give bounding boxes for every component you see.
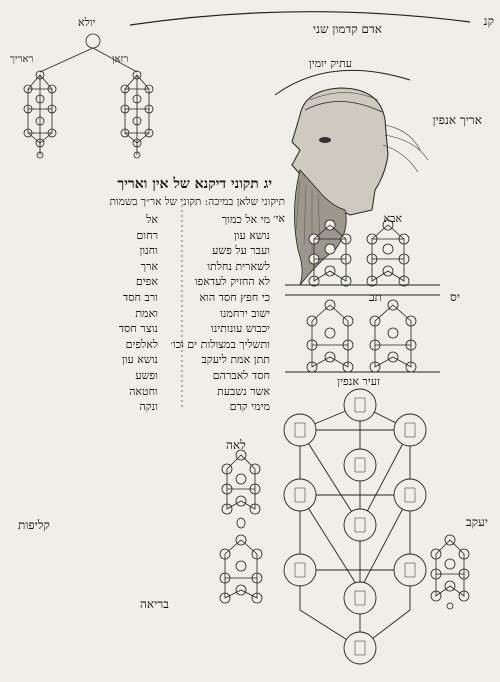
tikkun-text: ועבר על פשע — [212, 244, 270, 258]
tikkun-text: אשר נשבעת — [217, 384, 270, 398]
label-beriah: בריאה — [140, 597, 169, 611]
tikkunim-title: יג תקוני דיקנא של אין ואריך — [117, 176, 272, 192]
tikkun-attribute: רחום — [136, 228, 158, 242]
tikkun-text: תתן אמת ליעקב — [201, 353, 270, 367]
label-arikh: אריך אנפין — [432, 113, 482, 127]
page-number: קנ — [483, 14, 494, 28]
tikkun-text: ותשליך במצולות ים וכו׳ — [170, 337, 270, 351]
heading-adam-kadmon: אדם קדמון שני — [312, 22, 382, 36]
tikkun-attribute: ורב חסד — [122, 291, 158, 304]
upper-left-trees — [24, 34, 153, 158]
tikkun-text: נושא עון — [233, 228, 270, 242]
zeir-anpin-tree — [284, 389, 426, 664]
tikkun-text: יכבוש עונותינו — [210, 322, 270, 336]
tikkun-text: חסד לאברהם — [212, 369, 270, 382]
label-yaakov: יעקב — [465, 515, 488, 529]
label-leah: לאה — [226, 438, 246, 452]
label-kelipot: קליפות — [18, 518, 50, 532]
label-zeir-anpin: זעיר אנפין — [337, 375, 380, 388]
tikkun-text: לשארית נחלתו — [207, 259, 270, 273]
tikkun-text: לא החזיק לעדאפו — [194, 275, 270, 289]
tikkun-attribute: ונקה — [139, 400, 158, 414]
label-left-tree: ראריך — [10, 54, 34, 65]
tikkunim-subtitle: תיקוני שלאן במיכה: תקוני של אר״ך בשמות — [109, 196, 285, 208]
tikkun-attribute: ופשע — [135, 369, 158, 382]
label-tevunah: תב — [368, 290, 382, 304]
tikkun-attribute: נוצר חסד — [118, 322, 158, 336]
leah-tree — [220, 450, 262, 603]
label-abba: אבא — [383, 212, 402, 225]
yaakov-tree — [431, 535, 469, 609]
tikkun-attribute: אפים — [135, 275, 158, 289]
tikkun-attribute: וחנון — [139, 244, 158, 258]
tikkun-attribute: נושא עון — [121, 353, 158, 367]
tikkun-text: ישוב ירחמנו — [220, 306, 270, 320]
tikkun-attribute: וחטאה — [129, 384, 158, 398]
tikkun-attribute: ארך — [140, 259, 158, 273]
label-atik-yomin: עתיק יומין — [308, 57, 352, 70]
tevunah-yisrael-trees — [285, 300, 440, 372]
tikkun-attribute: ואמת — [135, 306, 158, 320]
heading-arc — [130, 12, 470, 25]
label-ima: אי׳ — [272, 212, 285, 225]
label-top-tree: יולא — [78, 16, 96, 29]
tikkun-attribute: אל — [146, 213, 158, 226]
tikkun-text: כי חפץ חסד הוא — [199, 291, 270, 304]
tikkun-attribute: לאלפים — [125, 337, 158, 351]
tikkun-text: מימי קדם — [229, 400, 270, 414]
label-yisrael: יס — [450, 290, 460, 304]
tikkun-text: מי אל כמוך — [221, 213, 270, 226]
label-right-tree: רזאן — [112, 54, 129, 65]
